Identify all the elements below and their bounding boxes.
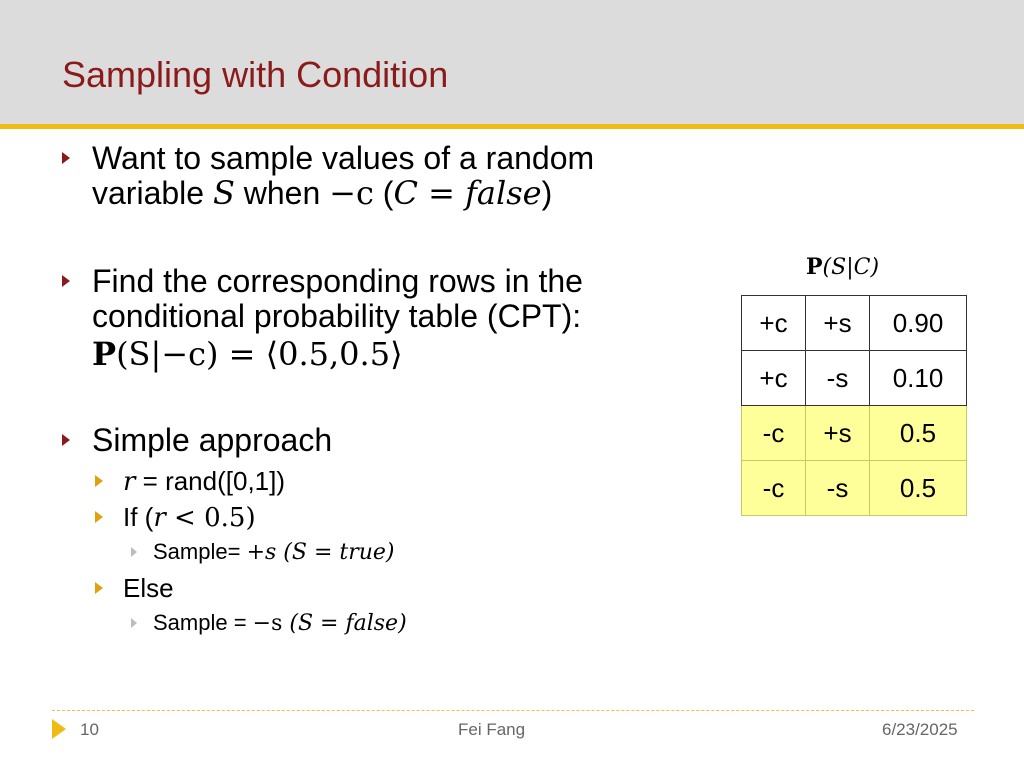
table-cell: -c <box>742 461 806 516</box>
table-cell: 0.5 <box>870 461 967 516</box>
bullet-3: Simple approach <box>92 422 333 458</box>
prob-symbol: P <box>92 335 117 373</box>
table-cell: 0.5 <box>870 406 967 461</box>
sub-bullet-rand <box>123 466 285 497</box>
slide-title: Sampling with Condition <box>62 54 449 95</box>
sub-bullet-else: Else <box>123 573 174 603</box>
value-false: false <box>465 174 542 212</box>
if-text: If ( <box>123 502 154 532</box>
table-row-highlighted <box>742 406 967 461</box>
page-number: 10 <box>80 720 99 739</box>
sample-text: Sample= <box>153 539 247 564</box>
bullet-1-text: variable <box>92 175 213 211</box>
sample-value: +s <box>246 540 277 565</box>
cpt-title-expr: (S|C) <box>822 255 880 280</box>
bullet-2-line-1: Find the corresponding rows in the <box>92 263 583 299</box>
footer-arrow-icon <box>52 719 66 739</box>
variable-r: r <box>123 467 136 497</box>
variable-s: S <box>212 174 235 212</box>
table-cell: 0.10 <box>870 351 967 406</box>
bullet-1-line-2 <box>92 175 552 211</box>
table-cell: +c <box>742 351 806 406</box>
sub-sub-bullet-arrow-icon <box>131 618 137 628</box>
neg-c: −c <box>329 174 374 212</box>
sample-text: Sample = <box>153 610 253 635</box>
if-condition: < 0.5) <box>165 503 256 533</box>
sample-value: −s <box>252 611 283 636</box>
paren-close: ) <box>541 175 553 211</box>
sub-bullet-arrow-icon <box>95 582 103 594</box>
cpt-table <box>741 295 967 516</box>
cpt-title <box>806 254 879 280</box>
table-cell: +s <box>806 296 870 351</box>
sub-sub-bullet-sample-neg <box>153 610 407 637</box>
sub-bullet-if <box>123 502 256 533</box>
table-cell: +c <box>742 296 806 351</box>
footer-date: 6/23/2025 <box>882 720 958 739</box>
table-cell: -s <box>806 461 870 516</box>
bullet-arrow-icon <box>62 152 70 164</box>
bullet-arrow-icon <box>62 275 70 287</box>
bullet-2-line-2: conditional probability table (CPT): <box>92 298 582 334</box>
table-row <box>742 296 967 351</box>
table-row-highlighted <box>742 461 967 516</box>
bullet-1-text-when: when <box>234 175 330 211</box>
header-rule <box>0 124 1024 129</box>
table-row <box>742 351 967 406</box>
sub-bullet-arrow-icon <box>95 475 103 487</box>
table-cell: 0.90 <box>870 296 967 351</box>
variable-C: C <box>393 174 418 212</box>
footer-divider <box>52 710 974 711</box>
sub-sub-bullet-sample-pos <box>153 539 395 566</box>
paren-open: ( <box>373 175 394 211</box>
equals: = <box>417 174 466 212</box>
sample-paren: (S = false) <box>282 611 407 636</box>
cpt-expression: (S|−c) = ⟨0.5,0.5⟩ <box>116 335 403 373</box>
bullet-1-line-1: Want to sample values of a random <box>92 140 595 176</box>
sub-sub-bullet-arrow-icon <box>131 547 137 557</box>
variable-r: r <box>153 503 166 533</box>
table-cell: -s <box>806 351 870 406</box>
table-cell: +s <box>806 406 870 461</box>
bullet-2-formula <box>92 336 403 372</box>
table-cell: -c <box>742 406 806 461</box>
bullet-arrow-icon <box>62 434 70 446</box>
rand-text: = rand([0,1]) <box>135 466 286 496</box>
sub-bullet-arrow-icon <box>95 511 103 523</box>
footer-author: Fei Fang <box>458 720 526 739</box>
cpt-title-P: P <box>806 254 823 280</box>
sample-paren: (S = true) <box>276 540 395 565</box>
